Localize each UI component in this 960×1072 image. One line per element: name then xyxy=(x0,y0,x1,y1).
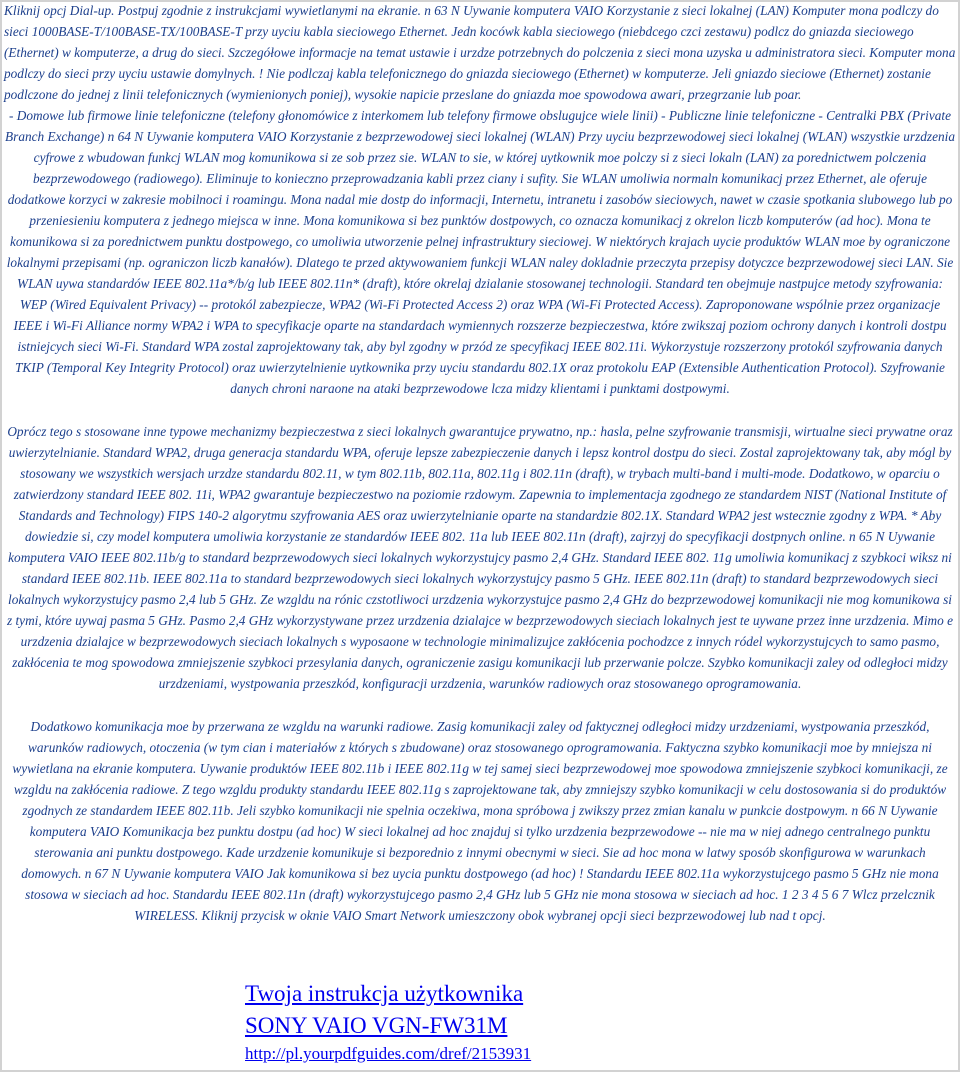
paragraph-wlan: - Domowe lub firmowe linie telefoniczne (telefony głonomówice z interkomem lub telefony firmowe obslugujce wiele linii) - Publiczne linie telefoniczne - Centralki PBX (Private Branch Exchange) n 64 N Uywanie komputera VAIO Korzystanie z bezprzewodowej sieci lokalnej (WLAN) Przy uyciu bezprzewodowej sieci lokalnej (WLAN) wszystkie urzdzenia cyfrowe z wbudowan funkcj WLAN mog komunikowa si ze sob przez sie. WLAN to sie, w której uytkownik moe polczy si z sieci lokaln (LAN) za porednictwem polczenia bezprzewodowego (radiowego). Eliminuje to konieczno przeprowadzania kabli przez ciany i sufity. Sie WLAN umoliwia normaln komunikacj przez Ethernet, ale oferuje dodatkowe korzyci w zakresie mobilnoci i roamingu. Mona nadal mie dostp do informacji, Internetu, intranetu i zasobów sieciowych, nawet w czasie spotkania slubowego lub po przeniesieniu komputera z jednego miejsca w inne. Mona komunikowa si bez punktów dostpowych, co oznacza komunikacj z okrelon liczb komputerów (ad hoc). Mona te komunikowa si za porednictwem punktu dostpowego, co umoliwia utworzenie pelnej infrastruktury sieciowej. W niektórych krajach uycie produktów WLAN moe by ograniczone lokalnymi przepisami (np. ograniczon liczb kanałów). Dlatego te przed aktywowaniem funkcji WLAN naley dokladnie przeczyta przepisy dotyczce bezprzewodowej sieci LAN. Sie WLAN uywa standardów IEEE 802.11a*/b/g lub IEEE 802.11n* (draft), które okrelaj dzialanie stosowanej technologii. Standard ten obejmuje nastpujce metody szyfrowania: WEP (Wired Equivalent Privacy) -- protokól zabezpiecze, WPA2 (Wi-Fi Protected Access 2) oraz WPA (Wi-Fi Protected Access). Zaproponowane wspólnie przez organizacje IEEE i Wi-Fi Alliance normy WPA2 i WPA to specyfikacje oparte na standardach wymiennych rozszerze bezpieczestwa, które zwikszaj poziom ochrony danych i kontroli dostpu istniejcych sieci Wi-Fi. Standard WPA zostal zaprojektowany tak, aby byl zgodny w przód ze specyfikacj IEEE 802.11i. Wykorzystuje rozszerzony protokól szyfrowania danych TKIP (Temporal Key Integrity Protocol) oraz uwierzytelnienie uytkownika przy uyciu standardu 802.1X oraz protokolu EAP (Extensible Authentication Protocol). Szyfrowanie danych chroni naraone na ataki bezprzewodowe lcza midzy klientami i punktami dostpowymi. xyxy=(5,108,955,396)
paragraph-lan: Kliknij opcj Dial-up. Postpuj zgodnie z instrukcjami wywietlanymi na ekranie. n 63 N Uywanie komputera VAIO Korzystanie z sieci lokalnej (LAN) Komputer mona podlczy do sieci 1000BASE-T/100BASE-TX/100BASE-T przy uyciu kabla sieciowego Ethernet. Jedn kocówk kabla sieciowego (niebdcego czci zestawu) podlcz do gniazda sieciowego (Ethernet) w komputerze, a drug do sieci. Szczegółowe informacje na temat ustawie i urzdze potrzebnych do polczenia z sieci mona uzyska u administratora sieci. Komputer mona podlczy do sieci przy uyciu ustawie domylnych. ! Nie podlczaj kabla telefonicznego do gniazda sieciowego (Ethernet) w komputerze. Jeli gniazdo sieciowe (Ethernet) zostanie podlczone do jednej z linii telefonicznych (wymienionych poniej), wysokie napicie przeslane do gniazda moe spowodowa awari, przegrzanie lub poar. xyxy=(4,3,956,102)
paragraph-adhoc: Dodatkowo komunikacja moe by przerwana ze wzgldu na warunki radiowe. Zasig komunikacji zaley od faktycznej odległoci midzy urzdzeniami, wystpowania przeszkód, warunków radiowych, otoczenia (w tym cian i materiałów z których s zbudowane) oraz stosowanego oprogramowania. Faktyczna szybko komunikacji moe by mniejsza ni wywietlana na ekranie komputera. Uywanie produktów IEEE 802.11b i IEEE 802.11g w tej samej sieci bezprzewodowej moe spowodowa zmniejszenie szybkoci komunikacji, ze wzgldu na zakłócenia radiowe. Z tego wzgldu produkty standardu IEEE 802.11g s zaprojektowane tak, aby zmniejszy szybko komunikacji w celu dostosowania si do produktów zgodnych ze standardem IEEE 802.11b. Jeli szybko komunikacji nie spelnia oczekiwa, mona spróbowa j zwikszy przez zmian kanalu w punkcie dostpowym. n 66 N Uywanie komputera VAIO Komunikacja bez punktu dostpu (ad hoc) W sieci lokalnej ad hoc znajduj si tylko urzdzenia bezprzewodowe -- nie ma w niej adnego centralnego punktu sterowania ani punktu dostpowego. Kade urzdzenie komunikuje si bezporednio z innymi obecnymi w sieci. Sie ad hoc mona w latwy sposób skonfigurowa w warunkach domowych. n 67 N Uywanie komputera VAIO Jak komunikowa si bez uycia punktu dostpowego (ad hoc) ! Standardu IEEE 802.11a wykorzystujcego pasmo 5 GHz nie mona stosowa w sieciach ad hoc. Standardu IEEE 802.11n (draft) wykorzystujcego pasmo 2,4 GHz lub 5 GHz nie mona stosowa w sieciach ad hoc. 1 2 3 4 5 6 7 Wlcz przelcznik WIRELESS. Kliknij przycisk w oknie VAIO Smart Network umieszczony obok wybranej opcji sieci bezprzewodowej lub nad t opcj. xyxy=(12,719,948,923)
document-body xyxy=(4,0,956,926)
footer-links xyxy=(245,978,665,1066)
manual-link[interactable]: Twoja instrukcja użytkownika xyxy=(245,981,524,1006)
model-link[interactable]: SONY VAIO VGN-FW31M xyxy=(245,1013,508,1038)
url-link[interactable]: http://pl.yourpdfguides.com/dref/2153931 xyxy=(245,1044,532,1063)
paragraph-security: Oprócz tego s stosowane inne typowe mechanizmy bezpieczestwa z sieci lokalnych gwarantujce prywatno, np.: hasla, pelne szyfrowanie transmisji, wirtualne sieci prywatne oraz uwierzytelnianie. Standard WPA2, druga generacja standardu WPA, oferuje lepsze zabezpieczenie danych i lepsz kontrol dostpu do sieci. Zostal zaprojektowany tak, aby mógl by stosowany we wszystkich wersjach urzdze standardu 802.11, w tym 802.11b, 802.11a, 802.11g i 802.11n (draft), w trybach multi-band i multi-mode. Dodatkowo, w oparciu o zatwierdzony standard IEEE 802. 11i, WPA2 gwarantuje bezpieczestwo na poziomie rzdowym. Zapewnia to implementacja zgodnego ze standardem NIST (National Institute of Standards and Technology) FIPS 140-2 algorytmu szyfrowania AES oraz uwierzytelnianie oparte na standardzie 802.1X. Standard WPA2 jest wstecznie zgodny z WPA. * Aby dowiedzie si, czy model komputera umoliwia korzystanie ze standardów IEEE 802. 11a lub IEEE 802.11n (draft), zajrzyj do specyfikacji dostpnych online. n 65 N Uywanie komputera VAIO IEEE 802.11b/g to standard bezprzewodowych sieci lokalnych wykorzystujcy pasmo 2,4 GHz. Standard IEEE 802. 11g umoliwia komunikacj z szybkoci wiksz ni standard IEEE 802.11b. IEEE 802.11a to standard bezprzewodowych sieci lokalnych wykorzystujcy pasmo 5 GHz. IEEE 802.11n (draft) to standard bezprzewodowych sieci lokalnych wykorzystujcy pasmo 2,4 lub 5 GHz. Ze wzgldu na rónic czstotliwoci urzdzenia wykorzystujce pasmo 2,4 GHz do bezprzewodowej komunikacji nie mog komunikowa si z tymi, które uywaj pasma 5 GHz. Pasmo 2,4 GHz wykorzystywane przez urzdzenia dzialajce w bezprzewodowych sieciach lokalnych jest te uywane przez inne urzdzenia. Mimo e urzdzenia dzialajce w bezprzewodowych sieciach lokalnych s wyposaone w technologie minimalizujce zakłócenia pochodzce z innych ródel wykorzystujcych to samo pasmo, zakłócenia te mog spowodowa zmniejszenie szybkoci przesylania danych, ograniczenie zasigu komunikacji lub przerwanie polcze. Szybko komunikacji zaley od odległoci midzy urzdzeniami, wystpowania przeszkód, konfiguracji urzdzenia, warunków radiowych oraz stosowanego oprogramowania. xyxy=(6,424,954,691)
